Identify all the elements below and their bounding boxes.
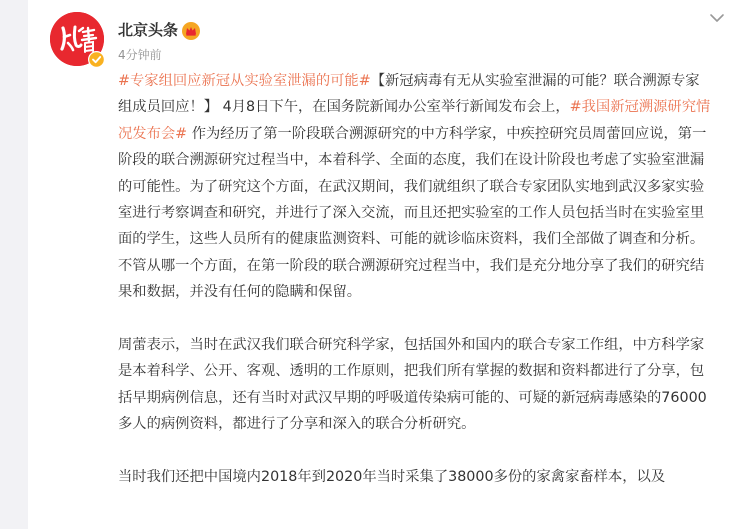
post-text: 【新冠病毒有无从实验室泄漏的可能？联合溯源专家组成员回应！】 4月8日下午，在国务院新闻办公室举行新闻发布会上， xyxy=(118,73,700,116)
post-card xyxy=(28,0,743,529)
post-content xyxy=(118,68,711,490)
post-text: 周蕾表示，当时在武汉我们联合研究科学家，包括国外和国内的联合专家工作组，中方科学家是本着科学、公开、客观、透明的工作原则，把我们所有掌握的数据和资料都进行了分享，包括早期病例信息，还有当时对武汉早期的呼吸道传染病可能的、可疑的新冠病毒感染的76000多人的病例资料，都进行了分享和深入的联合分析研究。 xyxy=(118,337,707,433)
topic-link-lab-leak[interactable]: #专家组回应新冠从实验室泄漏的可能# xyxy=(118,73,371,89)
post-paragraph-3 xyxy=(118,464,711,490)
post-paragraph-2 xyxy=(118,332,711,438)
verified-badge-icon xyxy=(88,51,105,68)
more-options-button[interactable] xyxy=(707,10,727,24)
post-paragraph-1 xyxy=(118,68,711,306)
topic-link-press-conference[interactable]: #我国新冠溯源研究情况发布会# xyxy=(118,99,711,142)
post-timestamp[interactable]: 4分钟前 xyxy=(118,48,162,62)
page-gutter xyxy=(0,0,28,529)
author-name[interactable]: 北京头条 xyxy=(118,21,179,39)
vip-crown-icon[interactable] xyxy=(181,21,201,41)
post-text: 当时我们还把中国境内2018年到2020年当时采集了38000多份的家禽家畜样本，以及 xyxy=(118,469,666,486)
chevron-down-icon xyxy=(707,11,727,25)
avatar[interactable] xyxy=(50,12,104,66)
post-text: 作为经历了第一阶段联合溯源研究的中方科学家，中疾控研究员周蕾回应说，第一阶段的联合溯源研究过程当中，本着科学、全面的态度，我们在设计阶段也考虑了实验室泄漏的可能性。为了研究这个方面，在武汉期间，我们就组织了联合专家团队实地到武汉多家实验室进行考察调查和研究，并进行了深入交流，而且还把实验室的工作人员包括当时在实验室里面的学生，这些人员所有的健康监测资料、可能的就诊临床资料，我们全部做了调查和分析。不管从哪一个方面，在第一阶段的联合溯源研究过程当中，我们是充分地分享了我们的研究结果和数据，并没有任何的隐瞒和保留。 xyxy=(118,125,707,301)
